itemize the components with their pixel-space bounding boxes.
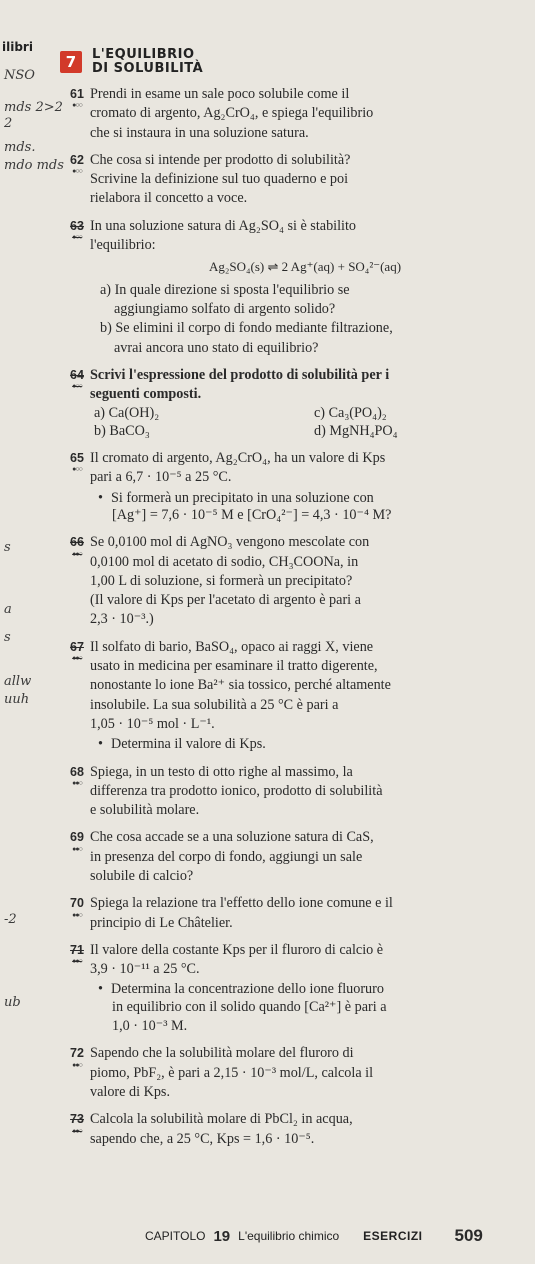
difficulty-dots: ●●○	[72, 779, 82, 787]
exercise-text: (Il valore di Kps per l'acetato di argento è pari a	[90, 592, 361, 609]
section-title-line2: DI SOLUBILITÀ	[92, 61, 204, 76]
difficulty-dots: ●○○	[72, 234, 82, 242]
margin-note: mdo mds	[4, 158, 64, 173]
exercise-text: Sapendo che la solubilità molare del fluroro di	[90, 1045, 354, 1062]
margin-note: 2	[4, 116, 13, 131]
exercise-text: 3,9 · 10⁻¹¹ a 25 °C.	[90, 961, 200, 978]
exercise-text: Che cosa accade se a una soluzione satura di CaS,	[90, 829, 374, 846]
exercise-64	[65, 367, 520, 440]
footer-section-label: ESERCIZI	[363, 1229, 423, 1243]
footer-chapter-title: L'equilibrio chimico	[238, 1229, 340, 1243]
exercise-text: 0,0100 mol di acetato di sodio, CH₃COONa, in	[90, 553, 359, 570]
footer-chapter-label: CAPITOLO	[145, 1229, 206, 1243]
side-label: ilibri	[2, 40, 33, 54]
difficulty-dots: ●●○	[72, 655, 82, 663]
bullet-question: • Determina il valore di Kps.	[98, 736, 520, 753]
exercise-number: 64 ●○○	[65, 367, 89, 390]
exercise-text: Se 0,0100 mol di AgNO₃ vengono mescolate con	[90, 534, 370, 551]
margin-note: s	[4, 630, 11, 645]
exercise-text: differenza tra prodotto ionico, prodotto di solubilità	[90, 782, 383, 799]
exercise-text: Il valore della costante Kps per il fluroro di calcio è	[90, 941, 384, 958]
margin-note: -2	[4, 912, 17, 927]
page-number: 509	[454, 1226, 483, 1245]
difficulty-dots: ●●○	[72, 550, 82, 558]
exercise-text: in presenza del corpo di fondo, aggiungi un sale	[90, 848, 363, 865]
exercise-text: e solubilità molare.	[90, 802, 200, 819]
difficulty-dots: ●○○	[72, 168, 82, 176]
bullet-question: • Si formerà un precipitato in una soluzione con	[98, 490, 520, 507]
exercise-text: piomo, PbF₂, è pari a 2,15 · 10⁻³ mol/L, calcola il	[90, 1064, 374, 1081]
difficulty-dots: ●○○	[72, 102, 82, 110]
equilibrium-equation: Ag₂SO₄(s) ⇌ 2 Ag⁺(aq) + SO₄²⁻(aq)	[208, 259, 402, 275]
exercise-61	[65, 86, 520, 142]
difficulty-dots: ●○○	[72, 466, 82, 474]
exercise-text: Scrivi l'espressione del prodotto di solubilità per i	[90, 366, 390, 383]
difficulty-dots: ●●○	[72, 1061, 82, 1069]
exercise-text: valore di Kps.	[90, 1083, 170, 1100]
exercise-number: 61 ●○○	[65, 86, 89, 109]
handwritten-margin-notes	[0, 0, 70, 1264]
chapter-number-badge: 7	[60, 51, 82, 73]
exercise-number: 69 ●●○	[65, 829, 89, 852]
margin-note: s	[4, 540, 11, 555]
page-footer	[145, 1226, 483, 1246]
difficulty-dots: ●●○	[72, 1127, 82, 1135]
exercise-text: 2,3 · 10⁻³.)	[90, 611, 154, 628]
exercise-text: che si instaura in una soluzione satura.	[90, 124, 309, 141]
compound-item: a) Ca(OH)₂	[94, 405, 160, 422]
margin-note: mds.	[4, 140, 36, 155]
margin-note: mds 2>2	[4, 100, 63, 115]
compound-item: d) MgNH₄PO₄	[314, 422, 398, 439]
exercise-text: 1,00 L di soluzione, si formerà un precipitato?	[90, 572, 353, 589]
exercise-text: Prendi in esame un sale poco solubile come il	[90, 86, 350, 102]
exercise-text: insolubile. La sua solubilità a 25 °C è pari a	[90, 696, 339, 713]
exercise-text: Che cosa si intende per prodotto di solubilità?	[90, 151, 351, 168]
exercise-text: solubile di calcio?	[90, 867, 194, 884]
exercise-text: seguenti composti.	[90, 386, 202, 403]
exercise-71	[65, 942, 520, 1035]
exercise-text: Scrivine la definizione sul tuo quaderno e poi	[90, 171, 349, 188]
chapter-header	[60, 48, 203, 76]
exercise-text: Calcola la solubilità molare di PbCl₂ in acqua,	[90, 1111, 353, 1128]
exercise-text: nonostante lo ione Ba²⁺ sia tossico, perché altamente	[90, 677, 391, 694]
margin-note: ub	[4, 995, 21, 1010]
difficulty-dots: ●●○	[72, 958, 82, 966]
exercise-72	[65, 1045, 520, 1101]
exercise-number: 67 ●●○	[65, 639, 89, 662]
exercise-number: 66 ●●○	[65, 534, 89, 557]
exercise-62	[65, 152, 520, 208]
exercise-number: 63 ●○○	[65, 218, 89, 241]
exercise-text: l'equilibrio:	[90, 237, 156, 254]
exercise-text: usato in medicina per esaminare il tratto digerente,	[90, 658, 378, 675]
exercise-69	[65, 829, 520, 885]
subquestion: aggiungiamo solfato di argento solido?	[114, 300, 336, 317]
section-title-line1: L'EQUILIBRIO	[92, 47, 195, 62]
exercise-text: Spiega, in un testo di otto righe al massimo, la	[90, 763, 353, 780]
exercise-number: 71 ●●○	[65, 942, 89, 965]
exercise-number: 70 ●●○	[65, 895, 89, 918]
exercise-65	[65, 450, 520, 524]
subquestion: b) Se elimini il corpo di fondo mediante filtrazione,	[100, 320, 393, 337]
exercise-text: [Ag⁺] = 7,6 · 10⁻⁵ M e [CrO₄²⁻] = 4,3 · 10⁻⁴ M?	[112, 506, 392, 523]
exercise-70	[65, 895, 520, 932]
exercise-text: Il cromato di argento, Ag₂CrO₄, ha un valore di Kps	[90, 450, 386, 467]
section-title	[92, 48, 203, 76]
compound-item: c) Ca₃(PO₄)₂	[314, 405, 387, 422]
exercise-66	[65, 534, 520, 628]
margin-note: uuh	[4, 692, 30, 707]
difficulty-dots: ●●○	[72, 911, 82, 919]
footer-chapter-number: 19	[213, 1227, 231, 1245]
exercise-number: 68 ●●○	[65, 764, 89, 787]
compound-list	[90, 405, 520, 440]
exercise-number: 73 ●●○	[65, 1111, 89, 1134]
exercise-text: rielabora il concetto a voce.	[90, 190, 248, 207]
exercise-67	[65, 639, 520, 754]
exercise-73	[65, 1111, 520, 1148]
exercise-text: principio di Le Châtelier.	[90, 914, 233, 931]
margin-note: allw	[4, 674, 32, 689]
exercise-text: 1,05 · 10⁻⁵ mol · L⁻¹.	[90, 715, 215, 732]
margin-note: a	[4, 602, 12, 617]
exercise-68	[65, 764, 520, 820]
difficulty-dots: ●○○	[72, 383, 82, 391]
exercise-number: 72 ●●○	[65, 1045, 89, 1068]
subquestion: a) In quale direzione si sposta l'equilibrio se	[100, 281, 350, 298]
exercise-number: 62 ●○○	[65, 152, 89, 175]
exercise-text: cromato di argento, Ag₂CrO₄, e spiega l'equilibrio	[90, 105, 374, 122]
compound-item: b) BaCO₃	[94, 422, 150, 439]
exercise-number: 65 ●○○	[65, 450, 89, 473]
exercise-text: sapendo che, a 25 °C, Kps = 1,6 · 10⁻⁵.	[90, 1130, 315, 1147]
subquestion: avrai ancora uno stato di equilibrio?	[114, 339, 319, 356]
margin-note: NSO	[4, 68, 35, 83]
exercise-63	[65, 218, 520, 357]
bullet-question: • Determina la concentrazione dello ione fluoruro	[98, 981, 520, 998]
exercise-list	[65, 86, 520, 1158]
exercise-text: pari a 6,7 · 10⁻⁵ a 25 °C.	[90, 469, 232, 486]
difficulty-dots: ●●○	[72, 845, 82, 853]
exercise-text: in equilibrio con il solido quando [Ca²⁺] è pari a	[112, 998, 387, 1015]
exercise-text: In una soluzione satura di Ag₂SO₄ si è stabilito	[90, 217, 357, 234]
exercise-text: Il solfato di bario, BaSO₄, opaco ai raggi X, viene	[90, 638, 374, 655]
exercise-text: Spiega la relazione tra l'effetto dello ione comune e il	[90, 895, 393, 912]
exercise-text: 1,0 · 10⁻³ M.	[112, 1018, 188, 1035]
